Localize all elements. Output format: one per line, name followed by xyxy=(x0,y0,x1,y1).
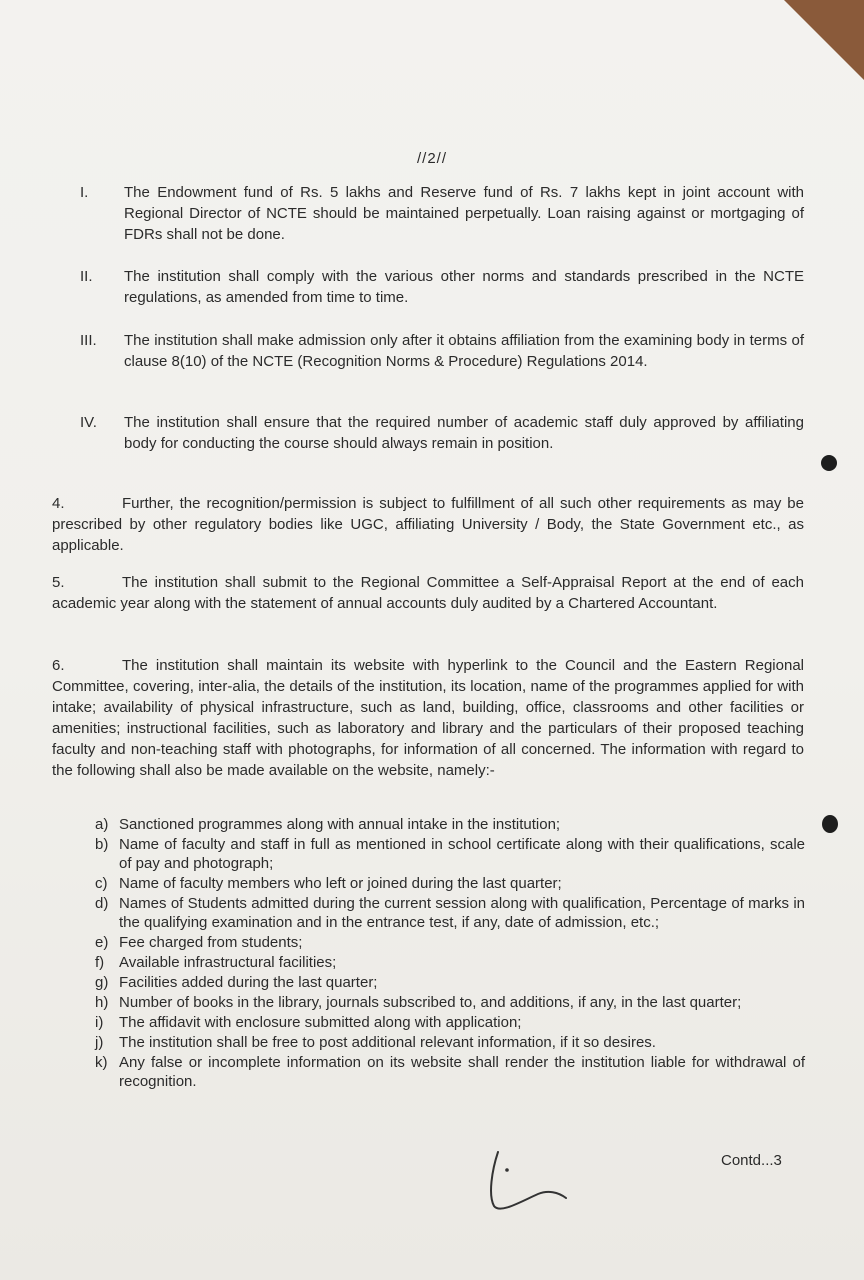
list-letter: k) xyxy=(95,1054,108,1071)
paragraph-number: 4. xyxy=(52,495,65,512)
list-item xyxy=(95,874,805,893)
paragraph-number: 5. xyxy=(52,574,65,591)
paragraph-5 xyxy=(52,572,804,614)
list-item xyxy=(95,835,805,873)
list-item-text: Number of books in the library, journals subscribed to, and additions, if any, in the last quarter; xyxy=(119,994,742,1011)
punch-hole-mark xyxy=(821,455,837,471)
list-item-text: Any false or incomplete information on its website shall render the institution liable for withdrawal of recognition. xyxy=(119,1054,805,1090)
list-letter: d) xyxy=(95,895,109,912)
list-item xyxy=(95,1013,805,1032)
list-letter: j) xyxy=(95,1034,104,1051)
item-number: IV. xyxy=(80,414,97,431)
handwritten-signature xyxy=(480,1140,580,1220)
list-item-text: Available infrastructural facilities; xyxy=(119,954,337,971)
list-item-text: The affidavit with enclosure submitted along with application; xyxy=(119,1014,522,1031)
item-number: II. xyxy=(80,268,93,285)
list-item-text: Names of Students admitted during the current session along with qualification, Percentage of marks in the qualifying examination and in the entrance test, if any, date of admission, etc.; xyxy=(119,895,805,931)
list-item xyxy=(95,894,805,932)
list-letter: a) xyxy=(95,816,109,833)
condition-item-iv xyxy=(80,412,804,454)
paragraph-4 xyxy=(52,493,804,556)
list-item xyxy=(95,953,805,972)
list-letter: g) xyxy=(95,974,109,991)
list-letter: f) xyxy=(95,954,105,971)
item-text: The institution shall make admission only after it obtains affiliation from the examining body in terms of clause 8(10) of the NCTE (Recognition Norms & Procedure) Regulations 2014. xyxy=(124,332,804,370)
condition-item-i xyxy=(80,182,804,245)
item-text: The institution shall comply with the various other norms and standards prescribed in the NCTE regulations, as amended from time to time. xyxy=(124,268,804,306)
continued-note: Contd...3 xyxy=(721,1152,782,1169)
item-number: III. xyxy=(80,332,97,349)
list-item xyxy=(95,973,805,992)
item-text: The institution shall ensure that the required number of academic staff duly approved by affiliating body for conducting the course should always remain in position. xyxy=(124,414,804,452)
list-letter: b) xyxy=(95,836,109,853)
page-corner-background xyxy=(784,0,864,80)
list-item-text: Name of faculty and staff in full as mentioned in school certificate along with their qualifications, scale of pay and photograph; xyxy=(119,836,805,872)
paragraph-text: Further, the recognition/permission is subject to fulfillment of all such other requirements as may be prescribed by other regulatory bodies like UGC, affiliating University / Body, the State Government etc., as applicable. xyxy=(52,495,804,554)
paragraph-6 xyxy=(52,655,804,781)
list-letter: i) xyxy=(95,1014,104,1031)
condition-item-ii xyxy=(80,266,804,308)
list-letter: c) xyxy=(95,875,108,892)
page-number-header: //2// xyxy=(416,150,447,167)
list-item xyxy=(95,933,805,952)
paragraph-number: 6. xyxy=(52,657,65,674)
website-requirements-list xyxy=(95,815,805,1092)
list-item xyxy=(95,1053,805,1091)
list-item-text: Name of faculty members who left or joined during the last quarter; xyxy=(119,875,562,892)
list-item xyxy=(95,1033,805,1052)
paragraph-text: The institution shall maintain its website with hyperlink to the Council and the Eastern Regional Committee, covering, inter-alia, the details of the institution, its location, name of the programmes applied for with intake; availability of physical infrastructure, such as land, building, office, classrooms and other facilities or amenities; instructional facilities, such as laboratory and library and the particulars of their proposed teaching faculty and non-teaching staff with photographs, for information of all concerned. The information with regard to the following shall also be made available on the website, namely:- xyxy=(52,657,804,779)
list-letter: h) xyxy=(95,994,109,1011)
list-item-text: Fee charged from students; xyxy=(119,934,303,951)
list-item-text: Sanctioned programmes along with annual intake in the institution; xyxy=(119,816,561,833)
item-text: The Endowment fund of Rs. 5 lakhs and Reserve fund of Rs. 7 lakhs kept in joint account with Regional Director of NCTE should be maintained perpetually. Loan raising against or mortgaging of FDRs shall not be done. xyxy=(124,184,804,243)
list-item-text: The institution shall be free to post additional relevant information, if it so desires. xyxy=(119,1034,656,1051)
paragraph-text: The institution shall submit to the Regional Committee a Self-Appraisal Report at the end of each academic year along with the statement of annual accounts duly audited by a Chartered Accountant. xyxy=(52,574,804,612)
list-item xyxy=(95,993,805,1012)
list-letter: e) xyxy=(95,934,109,951)
punch-hole-mark xyxy=(822,815,838,833)
item-number: I. xyxy=(80,184,89,201)
condition-item-iii xyxy=(80,330,804,372)
list-item-text: Facilities added during the last quarter; xyxy=(119,974,378,991)
list-item xyxy=(95,815,805,834)
